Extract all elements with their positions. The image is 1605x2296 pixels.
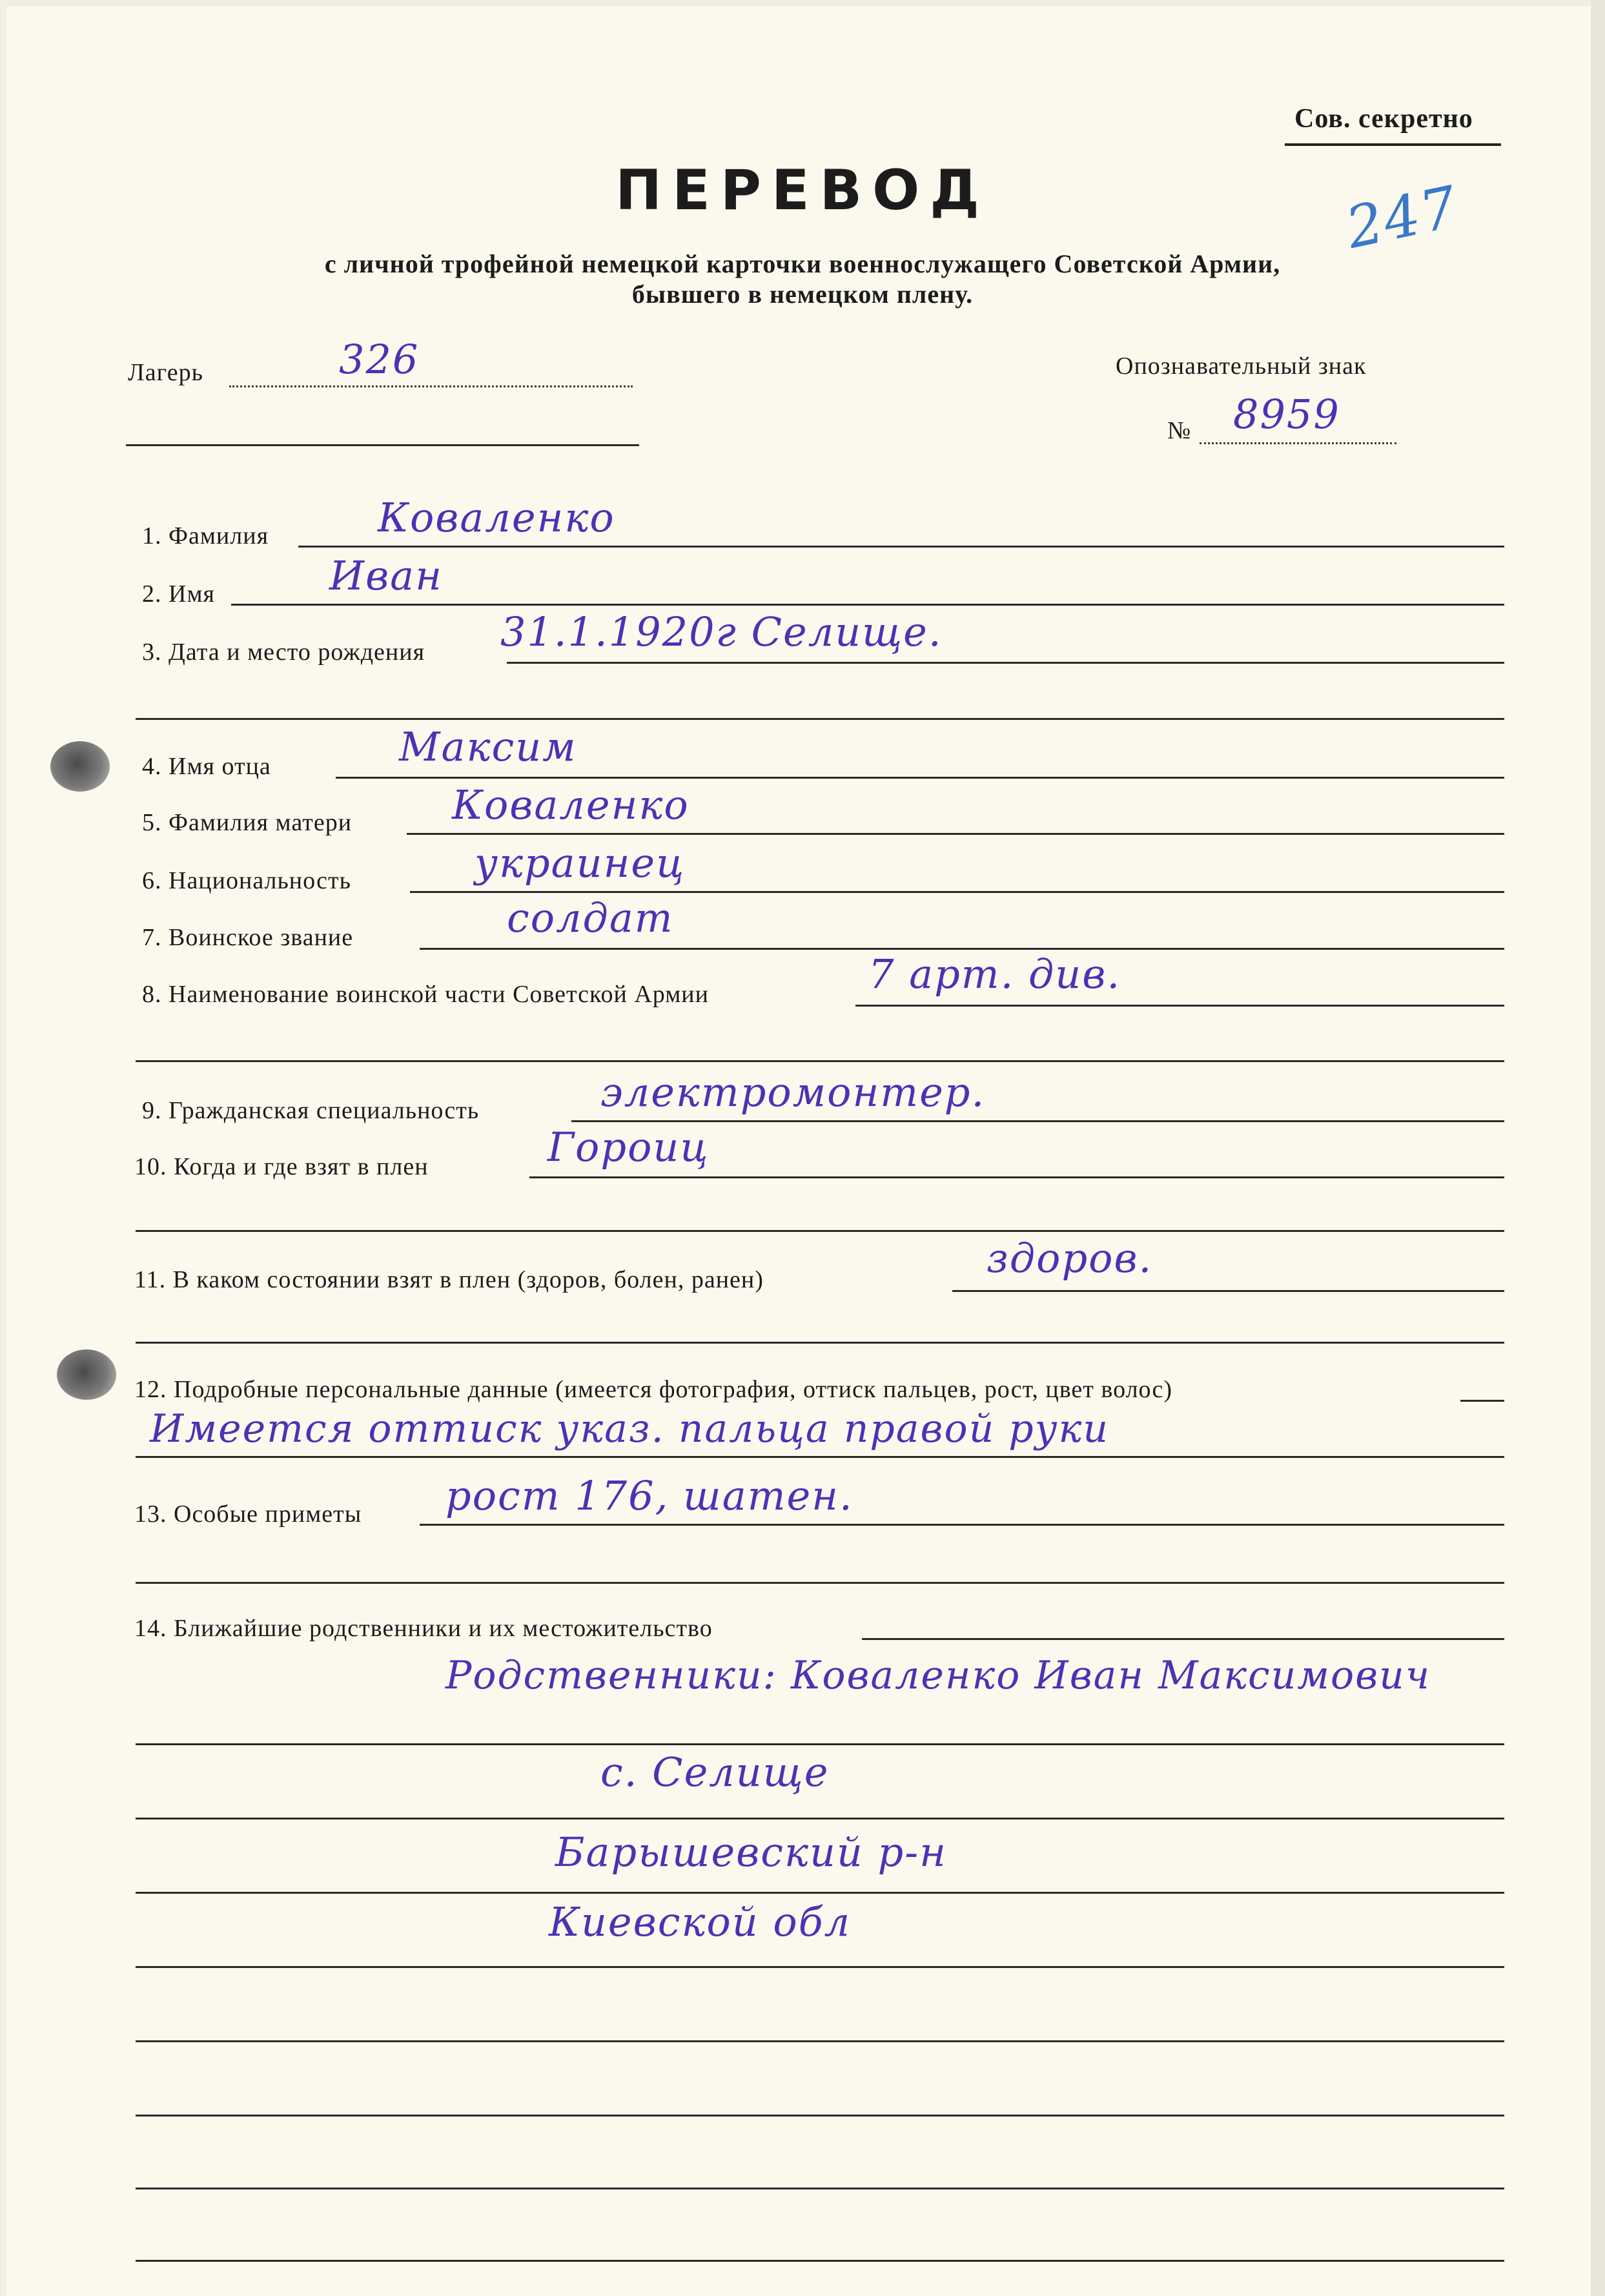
special-marks-label: 13. Особые приметы (134, 1501, 362, 1528)
nationality-line (410, 891, 1504, 893)
unit-line (855, 1005, 1504, 1007)
surname-line (298, 546, 1504, 548)
captured-extra-line (136, 1230, 1504, 1232)
classification-underline (1285, 143, 1501, 146)
birth-label: 3. Дата и место рождения (142, 639, 425, 666)
first-name-line (231, 604, 1504, 606)
surname-label: 1. Фамилия (142, 522, 269, 549)
nationality-label: 6. Национальность (142, 867, 351, 894)
surname-value: Коваленко (378, 494, 615, 541)
relatives-line (862, 1638, 1504, 1640)
condition-value: здоров. (987, 1235, 1153, 1282)
relatives-line-2 (136, 1743, 1504, 1745)
camp-dotted-line (229, 385, 633, 387)
document-title: ПЕРЕВОД (615, 158, 990, 223)
classification-stamp: Сов. секретно (1294, 104, 1473, 134)
rank-label: 7. Воинское звание (142, 924, 354, 951)
captured-value: Гороиц (547, 1123, 710, 1171)
personal-data-line (136, 1456, 1504, 1458)
paper-edge-top (0, 0, 1605, 6)
relatives-value-line2: с. Селище (600, 1748, 830, 1796)
unit-value: 7 арт. див. (868, 950, 1121, 998)
id-mark-label: Опознавательный знак (1116, 353, 1367, 380)
unit-label: 8. Наименование воинской части Советской Армии (142, 981, 709, 1008)
relatives-line-7 (136, 2115, 1504, 2117)
condition-extra-line (136, 1342, 1504, 1344)
punch-hole-bottom (57, 1349, 116, 1400)
relatives-value-line3: Барышевский р-н (555, 1829, 948, 1876)
relatives-label: 14. Ближайшие родственники и их местожительство (134, 1615, 713, 1642)
mother-surname-label: 5. Фамилия матери (142, 809, 353, 836)
first-name-value: Иван (329, 552, 443, 599)
captured-line (529, 1176, 1504, 1178)
birth-extra-line (136, 718, 1504, 720)
archive-number: 247 (1340, 173, 1464, 261)
captured-label: 10. Когда и где взят в плен (134, 1153, 429, 1180)
nationality-value: украинец (475, 839, 686, 887)
birth-value: 31.1.1920г Селище. (500, 608, 943, 655)
relatives-value-line4: Киевской обл (549, 1898, 852, 1945)
civil-profession-line (571, 1120, 1504, 1122)
relatives-value-line1: Родственники: Коваленко Иван Максимович (445, 1653, 1431, 1698)
father-name-line (336, 777, 1504, 779)
rank-value: солдат (507, 894, 674, 941)
mother-surname-value: Коваленко (452, 781, 690, 828)
relatives-line-9 (136, 2260, 1504, 2262)
rank-line (420, 948, 1504, 950)
camp-value: 326 (339, 336, 420, 383)
civil-profession-value: электромонтер. (600, 1069, 986, 1116)
relatives-line-5 (136, 1966, 1504, 1968)
birth-line (507, 662, 1504, 664)
relatives-line-3 (136, 1818, 1504, 1819)
special-marks-extra-line (136, 1582, 1504, 1584)
document-subtitle-line2: бывшего в немецком плену. (631, 280, 974, 309)
relatives-line-4 (136, 1892, 1504, 1894)
relatives-line-8 (136, 2188, 1504, 2189)
first-name-label: 2. Имя (142, 580, 215, 608)
mother-surname-line (407, 833, 1504, 835)
personal-data-line-end (1460, 1400, 1504, 1402)
id-number-dotted-line (1200, 442, 1396, 444)
camp-label: Лагерь (128, 359, 203, 386)
father-name-label: 4. Имя отца (142, 753, 271, 780)
unit-extra-line (136, 1060, 1504, 1062)
special-marks-value: рост 176, шатен. (445, 1472, 854, 1519)
id-number-label: № (1167, 417, 1192, 444)
paper-edge-left (0, 0, 6, 2296)
document-subtitle-line1: с личной трофейной немецкой карточки военнослужащего Советской Армии, (324, 249, 1281, 278)
special-marks-line (420, 1524, 1504, 1526)
relatives-line-6 (136, 2040, 1504, 2042)
personal-data-label: 12. Подробные персональные данные (имеется фотография, оттиск пальцев, рост, цвет волос) (134, 1376, 1172, 1403)
condition-label: 11. В каком состоянии взят в плен (здоров, болен, ранен) (134, 1266, 764, 1293)
condition-line (952, 1290, 1504, 1292)
id-number-value: 8959 (1233, 391, 1340, 438)
civil-profession-label: 9. Гражданская специальность (142, 1097, 480, 1124)
personal-data-value: Имеется оттиск указ. пальца правой руки (150, 1406, 1109, 1451)
paper-edge-right (1591, 0, 1605, 2296)
father-name-value: Максим (399, 723, 577, 770)
camp-extra-line (126, 444, 639, 446)
punch-hole-top (50, 741, 110, 792)
